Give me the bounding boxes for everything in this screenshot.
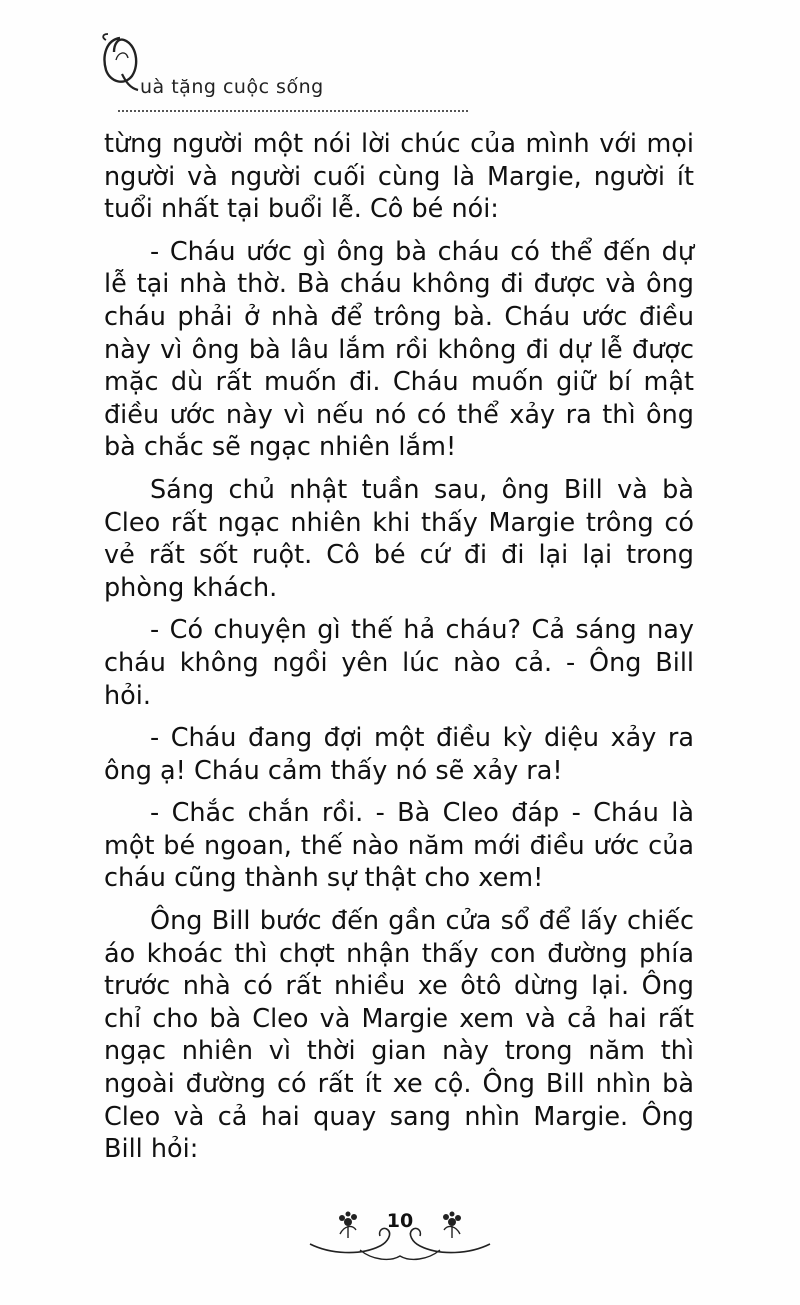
running-header <box>100 30 400 100</box>
running-header-title: uà tặng cuộc sống <box>140 76 324 98</box>
paragraph: - Chắc chắn rồi. - Bà Cleo đáp - Cháu là một bé ngoan, thế nào năm mới điều ước của cháu cũng thành sự thật cho xem! <box>104 798 694 894</box>
paragraph: - Cháu đang đợi một điều kỳ diệu xảy ra ông ạ! Cháu cảm thấy nó sẽ xảy ra! <box>104 723 694 786</box>
page-footer <box>300 1204 500 1268</box>
paragraph: Sáng chủ nhật tuần sau, ông Bill và bà Cleo rất ngạc nhiên khi thấy Margie trông có vẻ rất sốt ruột. Cô bé cứ đi đi lại lại trong phòng khách. <box>104 474 694 603</box>
header-dotted-rule <box>118 110 468 112</box>
ornate-q-letter-icon <box>100 30 140 94</box>
paragraph: từng người một nói lời chúc của mình với mọi người và người cuối cùng là Margie, người ít tuổi nhất tại buổi lễ. Cô bé nói: <box>104 129 694 225</box>
page-body <box>104 128 694 1176</box>
paragraph: - Có chuyện gì thế hả cháu? Cả sáng nay cháu không ngồi yên lúc nào cả. - Ông Bill hỏi. <box>104 615 694 711</box>
page-number: 10 <box>386 1210 414 1232</box>
paragraph: Ông Bill bước đến gần cửa sổ để lấy chiếc áo khoác thì chợt nhận thấy con đường phía trước nhà có rất nhiều xe ôtô dừng lại. Ông chỉ cho bà Cleo và Margie xem và cả hai rất ngạc nhiên vì thời gian này trong năm thì ngoài đường có rất ít xe cộ. Ông Bill nhìn bà Cleo và cả hai quay sang nhìn Margie. Ông Bill hỏi: <box>104 906 694 1165</box>
paragraph: - Cháu ước gì ông bà cháu có thể đến dự lễ tại nhà thờ. Bà cháu không đi được và ông cháu phải ở nhà để trông bà. Cháu ước điều này vì ông bà lâu lắm rồi không đi dự lễ được mặc dù rất muốn đi. Cháu muốn giữ bí mật điều ước này vì nếu nó có thể xảy ra thì ông bà chắc sẽ ngạc nhiên lắm! <box>104 236 694 463</box>
